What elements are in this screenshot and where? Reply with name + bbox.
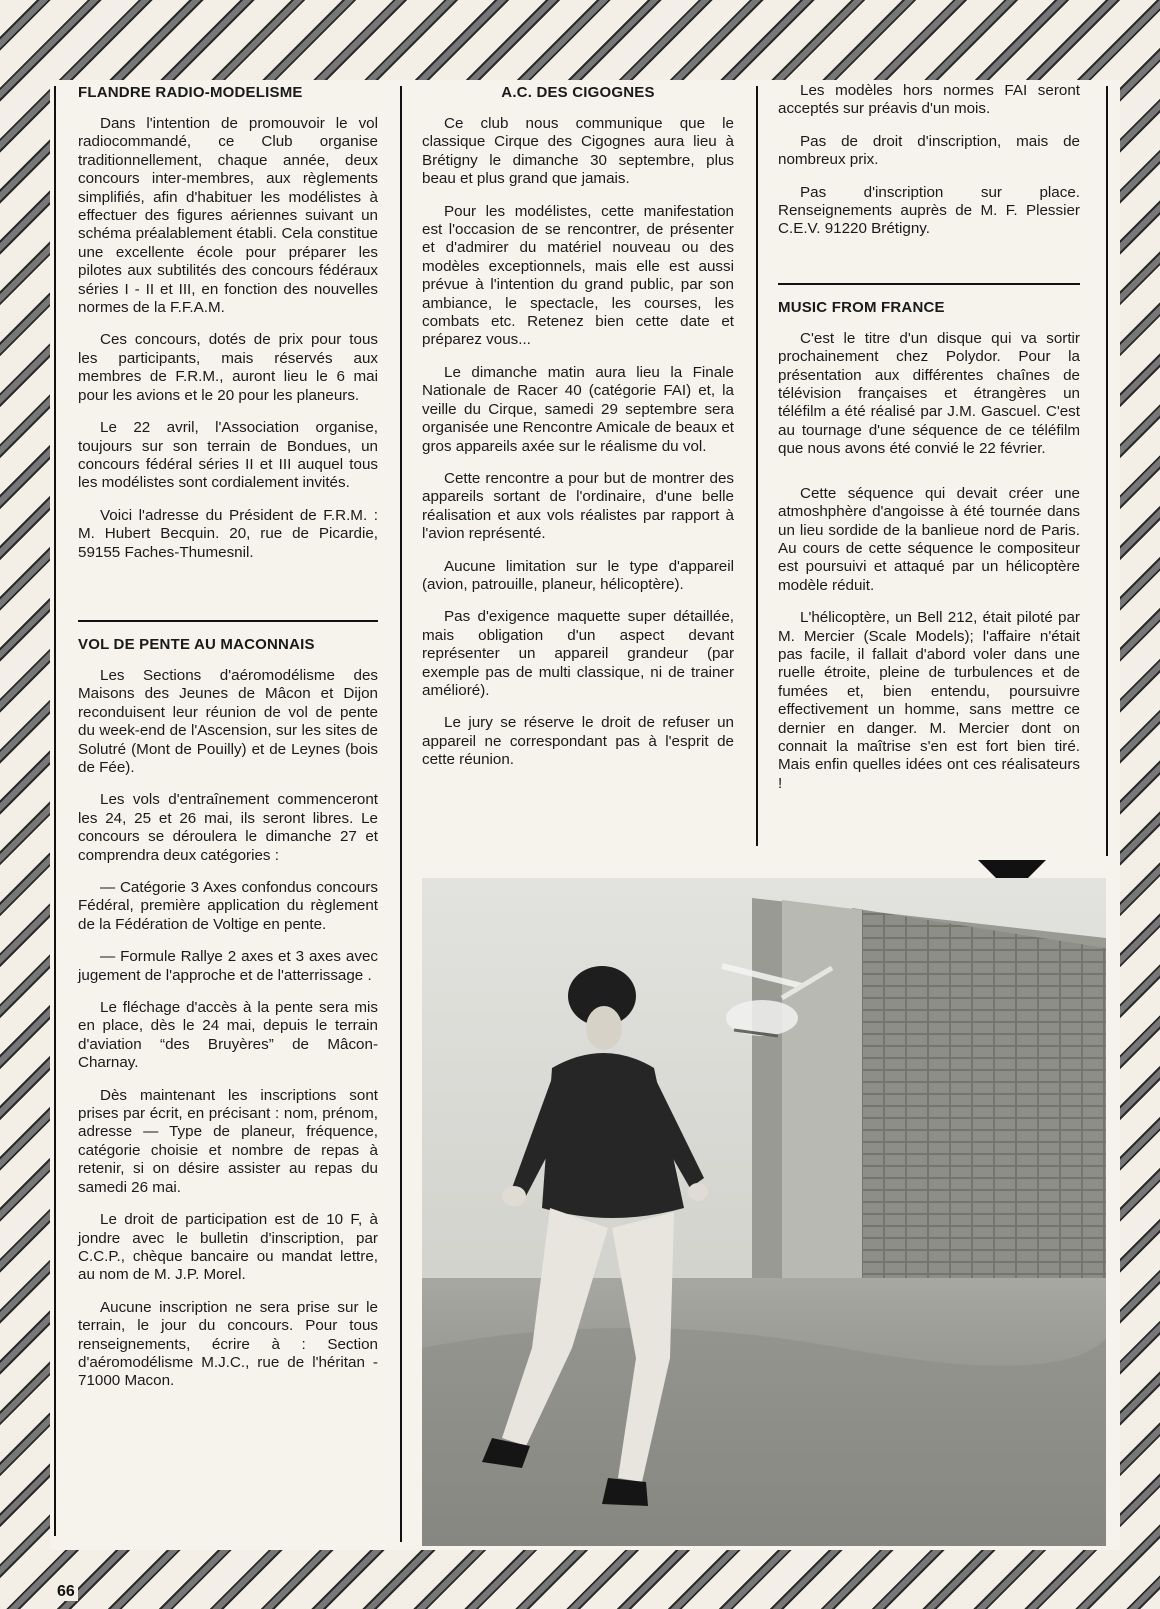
article-cigognes (422, 84, 734, 770)
page-number: 66 (54, 1583, 78, 1601)
section-divider (78, 620, 378, 622)
article-paragraph: Le dimanche matin aura lieu la Finale Nationale de Racer 40 (catégorie FAI) et, la veille du Cirque, samedi 29 septembre sera organisée une Rencontre Amicale de beaux et gros appareils axée sur le réalisme du vol. (422, 363, 734, 455)
article-paragraph: Aucune limitation sur le type d'appareil (avion, patrouille, planeur, hélicoptère). (422, 557, 734, 593)
article-paragraph: — Catégorie 3 Axes confondus concours Fédéral, première application du règlement de la Fédération de Voltige en pente. (78, 879, 378, 933)
column-divider (756, 86, 758, 846)
article-paragraph: Le 22 avril, l'Association organise, toujours sur son terrain de Bondues, un concours fédéral séries II et III auquel tous les modélistes sont cordialement invités. (78, 419, 378, 492)
article-paragraph: Le fléchage d'accès à la pente sera mis en place, dès le 24 mai, depuis le terrain d'aviation “des Bruyères” de Mâcon-Charnay. (78, 999, 378, 1072)
column-left (78, 84, 378, 1405)
column-divider (400, 86, 402, 1542)
article-paragraph: Dans l'intention de promouvoir le vol radiocommandé, ce Club organise traditionnellement, chaque année, deux concours inter-membres, aux règlements simplifiés, afin d'habituer les modélistes à effectuer des figures aériennes suivant un schéma préalablement établi. Cela constitue une excellente école pour préparer les pilotes aux subtilités des concours fédéraux séries I - II et III, en fonction des nouvelles normes de la F.F.A.M. (78, 115, 378, 317)
article-vol-de-pente (78, 636, 378, 1391)
photo-helicopter-chase (422, 878, 1106, 1546)
section-divider (778, 283, 1080, 285)
article-flandre (78, 84, 378, 562)
article-paragraph: Pas de droit d'inscription, mais de nombreux prix. (778, 132, 1080, 169)
article-cigognes-continued (778, 82, 1080, 239)
article-paragraph: Les vols d'entraînement commenceront les 24, 25 et 26 mai, ils seront libres. Le concours se déroulera le dimanche 27 et comprendra deux catégories : (78, 791, 378, 864)
article-paragraph: Pas d'exigence maquette super détaillée, mais obligation d'un aspect devant représenter un appareil grandeur (par exemple pas de multi classique, ni de trainer amélioré). (422, 608, 734, 699)
article-heading: A.C. DES CIGOGNES (501, 84, 655, 101)
magazine-page (50, 80, 1120, 1550)
article-paragraph: Dès maintenant les inscriptions sont prises par écrit, en précisant : nom, prénom, adresse — Type de planeur, fréquence, catégorie choisie et nombre de repas à retenir, si on désire assister au repas du samedi 26 mai. (78, 1086, 378, 1196)
article-heading: VOL DE PENTE AU MACONNAIS (78, 635, 315, 653)
photo-illustration (422, 878, 1106, 1546)
article-paragraph: Voici l'adresse du Président de F.R.M. : M. Hubert Becquin. 20, rue de Picardie, 59155 Faches-Thumesnil. (78, 506, 378, 561)
article-paragraph: Le droit de participation est de 10 F, à jondre avec le bulletin d'inscription, par C.C.P., chèque bancaire ou mandat lettre, au nom de M. J.P. Morel. (78, 1211, 378, 1284)
article-paragraph: Les modèles hors normes FAI seront acceptés sur préavis d'un mois. (778, 82, 1080, 118)
article-paragraph: Pour les modélistes, cette manifestation est l'occasion de se rencontrer, de présenter et d'admirer du matériel nouveau ou des modèles exceptionnels, mais elle est aussi prévue à l'intention du grand public, par son ambiance, le spectacle, les courses, les combats etc. Retenez bien cette date et préparez vous... (422, 202, 734, 349)
article-paragraph: Le jury se réserve le droit de refuser un appareil ne correspondant pas à l'esprit de cette réunion. (422, 714, 734, 769)
article-paragraph: C'est le titre d'un disque qui va sortir prochainement chez Polydor. Pour la présentation aux différentes chaînes de télévision françaises et étrangères un téléfilm a été réalisé par J.M. Gascuel. C'est au tournage d'une séquence de ce téléfilm que nous avons été convié le 22 février. (778, 329, 1080, 458)
column-divider (1106, 86, 1108, 856)
article-paragraph: Aucune inscription ne sera prise sur le terrain, le jour du concours. Pour tous renseignements, écrire à : Section d'aéromodélisme M.J.C., rue de l'héritan - 71000 Macon. (78, 1298, 378, 1390)
article-paragraph: Ces concours, dotés de prix pour tous les participants, mais réservés aux membres de F.R.M., auront lieu le 6 mai pour les avions et le 20 pour les planeurs. (78, 331, 378, 404)
column-right (778, 82, 1080, 807)
article-heading: MUSIC FROM FRANCE (778, 298, 945, 316)
article-music-from-france (778, 299, 1080, 793)
article-paragraph: Pas d'inscription sur place. Renseignements auprès de M. F. Plessier C.E.V. 91220 Brétigny. (778, 183, 1080, 238)
article-paragraph: Cette rencontre a pour but de montrer des appareils sortant de l'ordinaire, d'une belle réalisation et aux vols réalistes par rapport à l'avion représenté. (422, 469, 734, 543)
article-paragraph: — Formule Rallye 2 axes et 3 axes avec jugement de l'approche et de l'atterrissage . (78, 948, 378, 984)
column-middle (422, 84, 734, 784)
article-paragraph: L'hélicoptère, un Bell 212, était piloté par M. Mercier (Scale Models); l'affaire n'était pas facile, il fallait d'abord voler dans une ruelle étroite, pleine de turbulences et de fumées et, bien entendu, poursuivre effectivement un homme, sans mettre ce dernier en danger. M. Mercier dont on connait la maîtrise s'en est fort bien tiré. Mais enfin quelles idées ont ces réalisateurs ! (778, 609, 1080, 792)
article-paragraph: Cette séquence qui devait créer une atmoshphère d'angoisse à été tournée dans un lieu sordide de la banlieue nord de Paris. Au cours de cette séquence le compositeur est poursuivi et attaqué par un hélicoptère modèle réduit. (778, 484, 1080, 594)
article-heading: FLANDRE RADIO-MODELISME (78, 84, 303, 101)
article-paragraph: Ce club nous communique que le classique Cirque des Cigognes aura lieu à Brétigny le dimanche 30 septembre, plus beau et plus grand que jamais. (422, 115, 734, 188)
column-divider (54, 86, 56, 1536)
article-paragraph: Les Sections d'aéromodélisme des Maisons des Jeunes de Mâcon et Dijon reconduisent leur réunion de vol de pente du week-end de l'Ascension, sur les sites de Solutré (Mont de Pouilly) et de Leynes (bois de Fée). (78, 666, 378, 776)
